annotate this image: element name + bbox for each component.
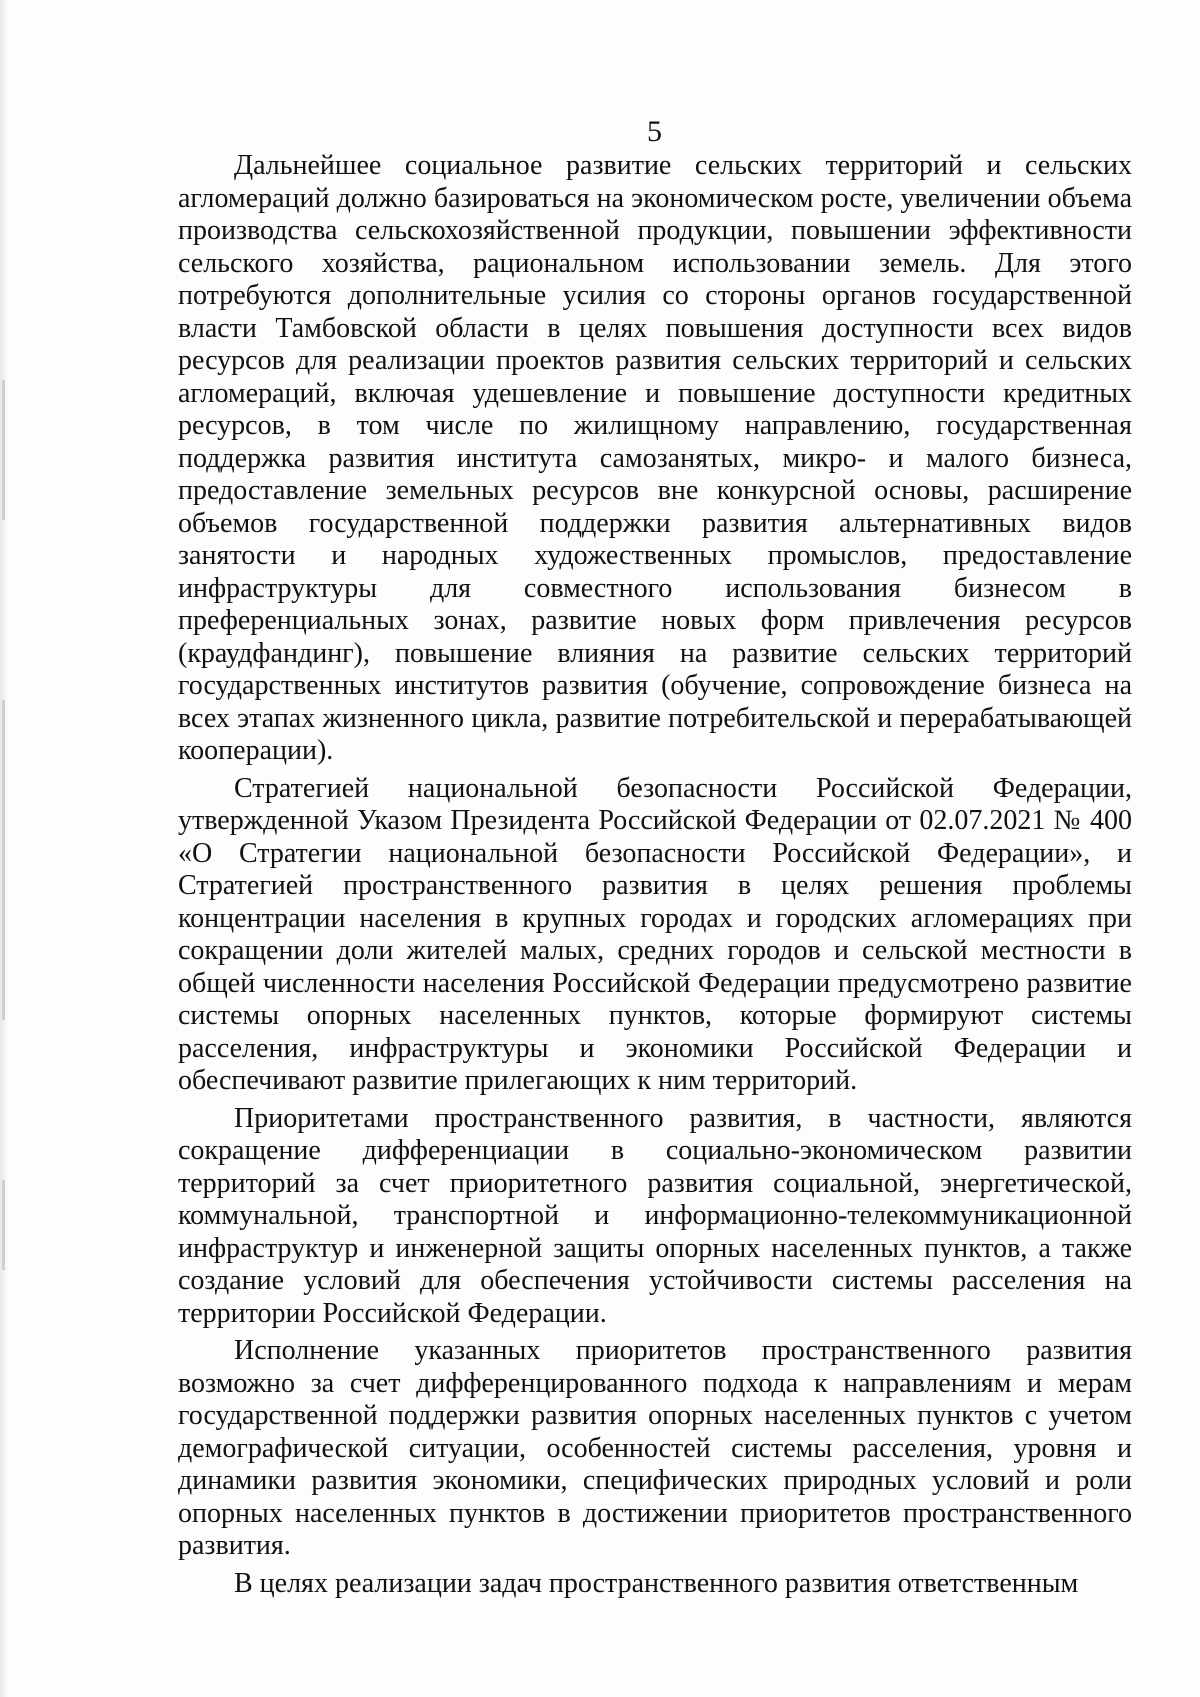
page-number: 5	[647, 115, 662, 148]
scan-edge-mark	[2, 700, 5, 1020]
paragraph-rural-development: Дальнейшее социальное развитие сельских территорий и сельских агломераций должно базироваться на экономическом росте, увеличении объема производства сельскохозяйственной продукции, повышении эффективности сельского хозяйства, рациональном использовании земель. Для этого потребуются дополнительные усилия со стороны органов государственной власти Тамбовской области в целях повышения доступности всех видов ресурсов для реализации проектов развития сельских территорий и сельских агломераций, включая удешевление и повышение доступности кредитных ресурсов, в том числе по жилищному направлению, государственная поддержка развития института самозанятых, микро- и малого бизнеса, предоставление земельных ресурсов вне конкурсной основы, расширение объемов государственной поддержки развития альтернативных видов занятости и народных художественных промыслов, предоставление инфраструктуры для совместного использования бизнесом в преференциальных зонах, развитие новых форм привлечения ресурсов (краудфандинг), повышение влияния на развитие сельских территорий государственных институтов развития (обучение, сопровождение бизнеса на всех этапах жизненного цикла, развитие потребительской и перерабатывающей кооперации).	[178, 150, 1132, 766]
paragraph-spatial-tasks: В целях реализации задач пространственного развития ответственным	[234, 1567, 1079, 1599]
paragraph-spatial-priorities: Приоритетами пространственного развития, в частности, являются сокращение дифференциации в социально-экономическом развитии территорий за счет приоритетного развития социальной, энергетической, коммунальной, транспортной и информационно-телекоммуникационной инфраструктур и инженерной защиты опорных населенных пунктов, а также создание условий для обеспечения устойчивости системы расселения на территории Российской Федерации.	[178, 1102, 1132, 1329]
scan-left-edge	[0, 0, 9, 1697]
paragraph-national-security-strategy: Стратегией национальной безопасности Российской Федерации, утвержденной Указом Президента Российской Федерации от 02.07.2021 № 400 «О Стратегии национальной безопасности Российской Федерации», и Стратегией пространственного развития в целях решения проблемы концентрации населения в крупных городах и городских агломерациях при сокращении доли жителей малых, средних городов и сельской местности в общей численности населения Российской Федерации предусмотрено развитие системы опорных населенных пунктов, которые формируют системы расселения, инфраструктуры и экономики Российской Федерации и обеспечивают развитие прилегающих к ним территорий.	[178, 772, 1132, 1096]
document-body	[178, 150, 1132, 1605]
paragraph-priorities-implementation: Исполнение указанных приоритетов пространственного развития возможно за счет дифференцированного подхода к направлениям и мерам государственной поддержки развития опорных населенных пунктов с учетом демографической ситуации, особенностей системы расселения, уровня и динамики развития экономики, специфических природных условий и роли опорных населенных пунктов в достижении приоритетов пространственного развития.	[178, 1335, 1132, 1561]
scan-edge-mark	[2, 1180, 5, 1270]
scan-edge-mark	[2, 380, 5, 520]
